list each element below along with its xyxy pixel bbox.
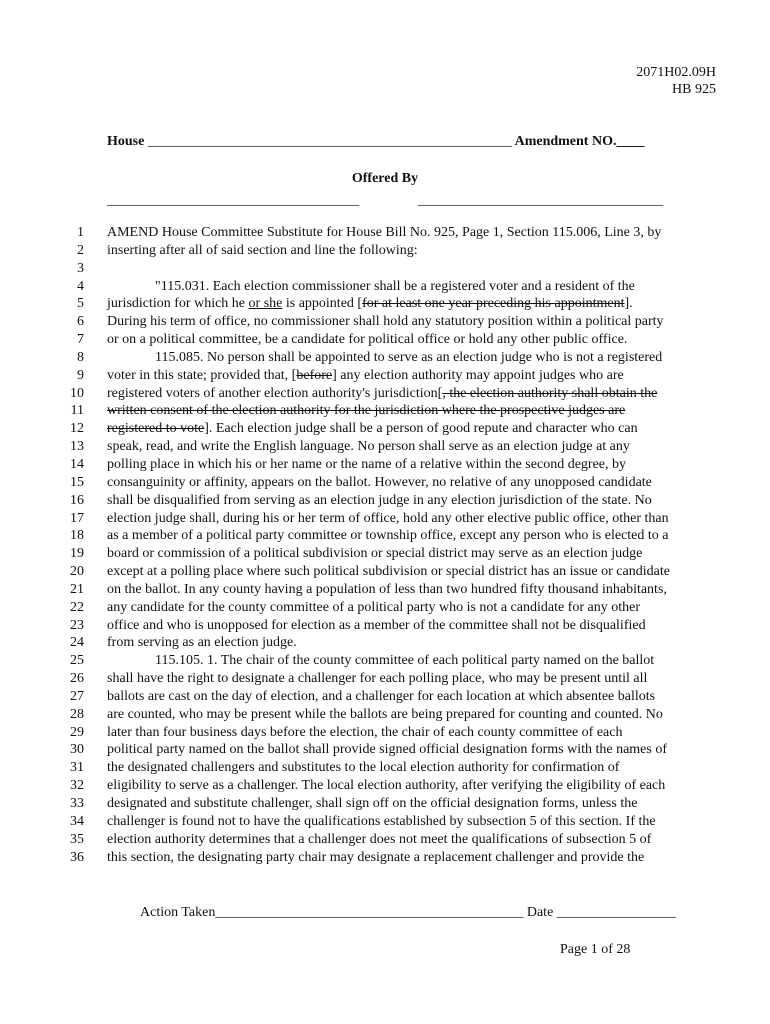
line-number: 13 bbox=[70, 439, 84, 455]
text-segment: later than four business days before the election, the chair of each county committee of each bbox=[107, 724, 623, 740]
text-line bbox=[0, 260, 770, 278]
text-line bbox=[0, 706, 770, 724]
line-text bbox=[107, 617, 646, 635]
text-segment: as a member of a political party committee or township office, except any person who is elected to a bbox=[107, 528, 669, 544]
line-number: 27 bbox=[70, 688, 84, 704]
line-number: 36 bbox=[70, 849, 84, 865]
deleted-text: written consent of the election authority for the jurisdiction where the prospective judges are bbox=[107, 403, 626, 419]
sponsor-signature-line-left: ____________________________________ bbox=[107, 193, 359, 208]
text-line bbox=[0, 831, 770, 849]
amendment-text bbox=[0, 224, 770, 866]
line-number: 25 bbox=[70, 653, 84, 669]
text-segment: 115.085. No person shall be appointed to serve as an election judge who is not a registered bbox=[155, 349, 663, 365]
text-segment: ] any election authority may appoint judges who are bbox=[332, 367, 624, 383]
text-line bbox=[0, 777, 770, 795]
line-text bbox=[107, 295, 633, 313]
line-text bbox=[107, 492, 652, 510]
text-line bbox=[0, 456, 770, 474]
line-number: 17 bbox=[70, 510, 84, 526]
text-segment: on the ballot. In any county having a population of less than two hundred fifty thousand inhabitants, bbox=[107, 581, 667, 597]
text-segment: any candidate for the county committee of a political party who is not a candidate for any other bbox=[107, 599, 640, 615]
action-taken-blank: ____________________________________________ bbox=[215, 905, 524, 920]
line-text bbox=[107, 831, 651, 849]
text-line bbox=[0, 652, 770, 670]
text-line bbox=[0, 331, 770, 349]
line-text bbox=[107, 795, 637, 813]
text-segment: is appointed [ bbox=[282, 296, 363, 312]
line-number: 3 bbox=[77, 260, 84, 276]
deleted-text: before bbox=[296, 367, 333, 383]
text-line bbox=[0, 349, 770, 367]
text-segment: political party named on the ballot shall provide signed official designation forms with the names of bbox=[107, 742, 667, 758]
text-line bbox=[0, 242, 770, 260]
text-segment: "115.031. Each election commissioner shall be a registered voter and a resident of the bbox=[155, 278, 635, 294]
text-line bbox=[0, 617, 770, 635]
text-line bbox=[0, 367, 770, 385]
line-text bbox=[107, 759, 619, 777]
line-text bbox=[107, 527, 669, 545]
text-segment: eligibility to serve as a challenger. The local election authority, after verifying the eligibility of each bbox=[107, 778, 666, 794]
text-segment: jurisdiction for which he bbox=[107, 296, 249, 312]
line-text bbox=[107, 367, 624, 385]
text-line bbox=[0, 599, 770, 617]
line-number: 21 bbox=[70, 581, 84, 597]
line-number: 9 bbox=[77, 367, 84, 383]
text-segment: registered voters of another election authority's jurisdiction[ bbox=[107, 385, 443, 401]
text-segment: from serving as an election judge. bbox=[107, 635, 297, 651]
line-text bbox=[155, 652, 654, 670]
text-line bbox=[0, 741, 770, 759]
line-number: 23 bbox=[70, 617, 84, 633]
text-line bbox=[0, 385, 770, 403]
text-segment: election authority determines that a challenger does not meet the qualifications of subsection 5 of bbox=[107, 831, 652, 847]
text-segment: challenger is found not to have the qualifications established by subsection 5 of this section. If the bbox=[107, 813, 656, 829]
text-segment: shall have the right to designate a challenger for each polling place, who may be present until all bbox=[107, 671, 648, 687]
line-number: 19 bbox=[70, 546, 84, 562]
line-number: 6 bbox=[77, 314, 84, 330]
line-text bbox=[107, 849, 644, 867]
line-text bbox=[155, 349, 662, 367]
text-segment: ]. bbox=[624, 296, 633, 312]
line-text bbox=[107, 402, 625, 420]
text-segment: inserting after all of said section and line the following: bbox=[107, 242, 418, 258]
text-line bbox=[0, 402, 770, 420]
text-segment: designated and substitute challenger, shall sign off on the official designation forms, unless the bbox=[107, 796, 638, 811]
text-line bbox=[0, 759, 770, 777]
action-taken-label: Action Taken bbox=[140, 905, 216, 920]
text-segment: are counted, who may be present while the ballots are being prepared for counting and counted. No bbox=[107, 706, 663, 722]
inserted-text: or she bbox=[248, 296, 283, 312]
text-segment: the designated challengers and substitutes to the local election authority for confirmation of bbox=[107, 760, 620, 776]
deleted-text: for at least one year preceding his appointment bbox=[362, 296, 625, 312]
text-segment: election judge shall, during his or her term of office, hold any other elective public office, other than bbox=[107, 510, 669, 526]
line-text bbox=[107, 599, 640, 617]
line-text bbox=[107, 420, 638, 438]
line-text bbox=[107, 224, 661, 242]
house-blank: ____________________________________________________ bbox=[147, 134, 512, 149]
text-line bbox=[0, 795, 770, 813]
line-number: 31 bbox=[70, 760, 84, 776]
text-segment: this section, the designating party chair may designate a replacement challenger and provide the bbox=[107, 849, 645, 865]
line-text bbox=[107, 474, 652, 492]
line-number: 18 bbox=[70, 528, 84, 544]
line-number: 14 bbox=[70, 456, 84, 472]
line-text bbox=[107, 724, 622, 742]
text-line bbox=[0, 438, 770, 456]
line-text bbox=[107, 438, 630, 456]
line-text bbox=[107, 741, 667, 759]
line-number: 34 bbox=[70, 813, 84, 829]
page-number: Page 1 of 28 bbox=[560, 942, 631, 957]
text-line bbox=[0, 420, 770, 438]
line-text bbox=[107, 670, 647, 688]
line-number: 15 bbox=[70, 474, 84, 490]
text-line bbox=[0, 527, 770, 545]
text-segment: AMEND House Committee Substitute for House Bill No. 925, Page 1, Section 115.006, Line 3, by bbox=[107, 225, 662, 240]
line-number: 29 bbox=[70, 724, 84, 740]
line-number: 11 bbox=[70, 403, 84, 419]
text-line bbox=[0, 295, 770, 313]
offered-by-label: Offered By bbox=[351, 171, 419, 186]
line-text bbox=[107, 313, 664, 331]
line-text bbox=[107, 634, 297, 652]
text-line bbox=[0, 474, 770, 492]
line-number: 7 bbox=[77, 332, 84, 348]
text-segment: ]. Each election judge shall be a person of good repute and character who can bbox=[204, 421, 638, 437]
line-text bbox=[107, 331, 627, 349]
text-line bbox=[0, 581, 770, 599]
line-text bbox=[107, 510, 669, 528]
line-number: 20 bbox=[70, 564, 84, 580]
document-id bbox=[636, 64, 716, 98]
line-text bbox=[107, 242, 418, 260]
line-number: 8 bbox=[77, 349, 84, 365]
action-taken-line bbox=[140, 905, 676, 921]
line-text bbox=[107, 688, 655, 706]
text-segment: voter in this state; provided that, [ bbox=[107, 367, 297, 383]
line-number: 2 bbox=[77, 242, 84, 258]
line-text bbox=[107, 456, 626, 474]
line-number: 5 bbox=[77, 296, 84, 312]
line-number: 30 bbox=[70, 742, 84, 758]
text-segment: consanguinity or affinity, appears on the ballot. However, no relative of any unopposed candidate bbox=[107, 474, 652, 490]
text-segment: office and who is unopposed for election as a member of the committee shall not be disqualified bbox=[107, 617, 646, 633]
line-text bbox=[107, 545, 642, 563]
text-line bbox=[0, 545, 770, 563]
text-segment: During his term of office, no commissioner shall hold any statutory position within a political party bbox=[107, 314, 664, 330]
sponsor-signature-line-right: ___________________________________ bbox=[418, 193, 663, 208]
deleted-text: , the election authority shall obtain the bbox=[442, 385, 658, 401]
line-number: 24 bbox=[70, 635, 84, 651]
line-number: 16 bbox=[70, 492, 84, 508]
house-amendment-line bbox=[107, 134, 713, 150]
line-text bbox=[107, 777, 665, 795]
line-text bbox=[107, 706, 663, 724]
text-line bbox=[0, 688, 770, 706]
text-line bbox=[0, 492, 770, 510]
text-line bbox=[0, 278, 770, 296]
text-line bbox=[0, 670, 770, 688]
line-number: 28 bbox=[70, 706, 84, 722]
text-line bbox=[0, 634, 770, 652]
line-text bbox=[107, 581, 667, 599]
line-number: 22 bbox=[70, 599, 84, 615]
line-number: 12 bbox=[70, 421, 84, 437]
text-segment: except at a polling place where such political subdivision or special district has an issue or candidate bbox=[107, 564, 670, 580]
line-number: 33 bbox=[70, 796, 84, 811]
text-segment: speak, read, and write the English language. No person shall serve as an election judge at any bbox=[107, 439, 630, 455]
line-number: 4 bbox=[77, 278, 84, 294]
line-number: 26 bbox=[70, 671, 84, 687]
text-line bbox=[0, 563, 770, 581]
text-segment: or on a political committee, be a candidate for political office or hold any other public office. bbox=[107, 332, 628, 348]
text-segment: board or commission of a political subdivision or special district may serve as an election judge bbox=[107, 546, 643, 562]
text-line bbox=[0, 724, 770, 742]
line-number: 32 bbox=[70, 778, 84, 794]
date-label: Date bbox=[526, 905, 554, 920]
line-number: 10 bbox=[70, 385, 84, 401]
text-segment: ballots are cast on the day of election, and a challenger for each location at which absentee ballots bbox=[107, 688, 656, 704]
line-text bbox=[107, 385, 657, 403]
line-text bbox=[155, 278, 635, 296]
line-text bbox=[107, 813, 656, 831]
text-line bbox=[0, 849, 770, 867]
text-line bbox=[0, 224, 770, 242]
line-number: 1 bbox=[77, 225, 84, 240]
text-line bbox=[0, 813, 770, 831]
text-line bbox=[0, 313, 770, 331]
document-code: 2071H02.09H bbox=[636, 65, 716, 80]
text-segment: shall be disqualified from serving as an election judge in any election jurisdiction of the state. No bbox=[107, 492, 652, 508]
text-segment: polling place in which his or her name or the name of a relative within the second degree, by bbox=[107, 456, 626, 472]
line-text bbox=[107, 563, 670, 581]
amendment-number-label: Amendment NO.____ bbox=[514, 134, 645, 149]
date-blank: _________________ bbox=[556, 905, 676, 920]
text-segment: 115.105. 1. The chair of the county committee of each political party named on the ballot bbox=[155, 653, 655, 669]
deleted-text: registered to vote bbox=[107, 421, 205, 437]
line-number: 35 bbox=[70, 831, 84, 847]
house-label: House bbox=[107, 134, 145, 149]
text-line bbox=[0, 510, 770, 528]
bill-number: HB 925 bbox=[672, 82, 716, 97]
